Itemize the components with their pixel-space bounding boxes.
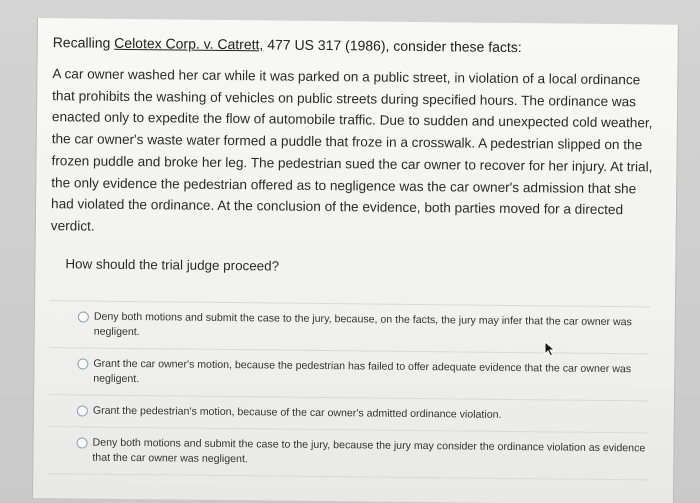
answer-option-b-label: Grant the car owner's motion, because the pedestrian has failed to offer adequate evidence that the car owner was negligent.	[93, 357, 632, 386]
intro-prefix: Recalling	[52, 34, 115, 51]
mouse-cursor-icon	[544, 341, 556, 357]
radio-button-b[interactable]	[77, 358, 88, 369]
quiz-page	[32, 18, 679, 503]
radio-button-d[interactable]	[76, 437, 87, 448]
fact-pattern: A car owner washed her car while it was parked on a public street, in violation of a local ordinance that prohibits the washing of vehicles on public streets during specified hours. The ordinance was enacted only to expedite the flow of automobile traffic. Due to sudden and unexpected cold weather, the car owner's waste water formed a puddle that froze in a crosswalk. A pedestrian slipped on the frozen puddle and broke her leg. The pedestrian sued the car owner to recover for her injury. At trial, the only evidence the pedestrian offered as to negligence was the car owner's admission that she had violated the ordinance. At the conclusion of the evidence, both parties moved for a directed verdict.	[50, 66, 653, 234]
answer-option-b[interactable]	[49, 347, 649, 400]
answer-option-c-label: Grant the pedestrian's motion, because of the car owner's admitted ordinance violation.	[92, 404, 502, 421]
question-prompt: How should the trial judge proceed?	[65, 256, 280, 274]
radio-button-a[interactable]	[78, 311, 89, 322]
answer-option-d[interactable]	[48, 426, 648, 480]
answer-option-a[interactable]	[50, 300, 650, 353]
case-citation-link[interactable]: Celotex Corp. v. Catrett,	[114, 34, 264, 53]
radio-button-c[interactable]	[77, 405, 88, 416]
question-intro	[53, 34, 522, 55]
intro-suffix: 477 US 317 (1986), consider these facts:	[263, 36, 522, 56]
answer-option-a-label: Deny both motions and submit the case to the jury, because, on the facts, the jury may infer that the car owner was negligent.	[93, 310, 632, 339]
answer-option-d-label: Deny both motions and submit the case to the jury, because the jury may consider the ordinance violation as evidence that the car owner was negligent.	[92, 436, 646, 466]
answer-options	[48, 300, 650, 480]
